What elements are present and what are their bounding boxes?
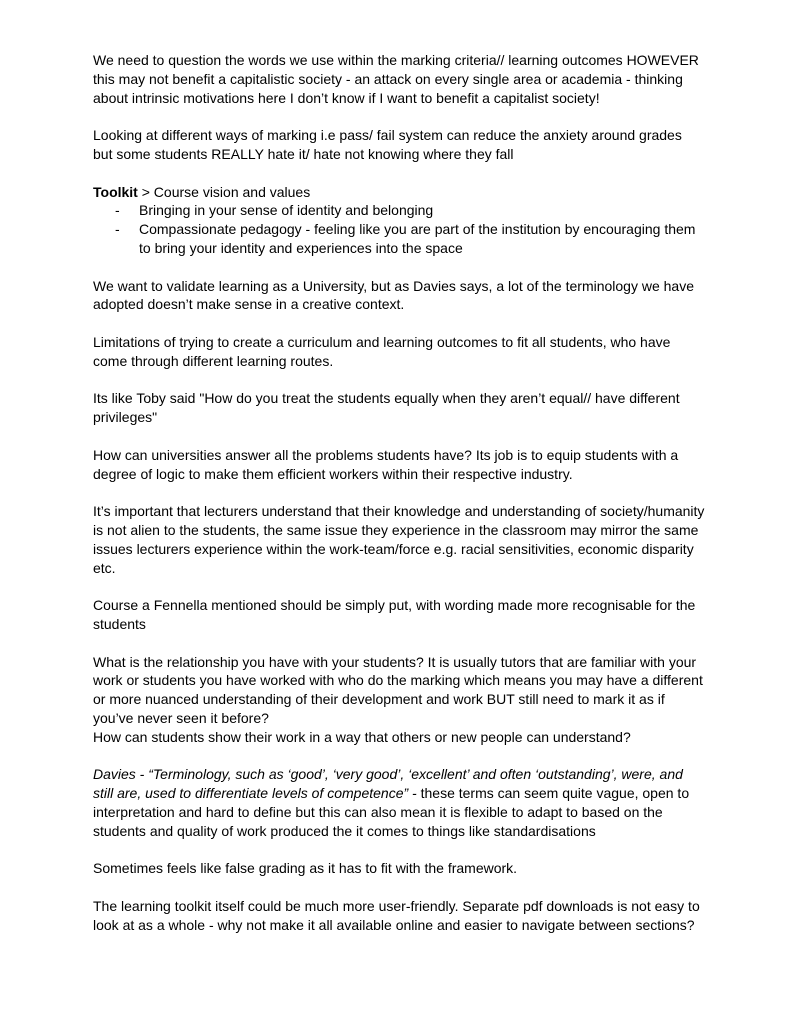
dash-bullet: - — [115, 221, 120, 238]
paragraph-relationship: What is the relationship you have with your students? It is usually tutors that are familiar with your work or students you have worked with who do the marking which means you may have a different or more nuanced understanding of their development and work BUT still need to mark it as if you’ve never seen it before? — [93, 653, 703, 726]
list-item — [93, 201, 705, 220]
paragraph-curriculum-limitations: Limitations of trying to create a curriculum and learning outcomes to fit all students, who have come through different learning routes. — [93, 333, 671, 369]
paragraph-toolkit-user-friendly: The learning toolkit itself could be much more user-friendly. Separate pdf downloads is not easy to look at as a whole - why not make it all available online and easier to navigate between sections? — [93, 897, 700, 933]
paragraph-show-work: How can students show their work in a way that others or new people can understand? — [93, 728, 631, 745]
paragraph-pass-fail: Looking at different ways of marking i.e pass/ fail system can reduce the anxiety around grades but some students REALLY hate it/ hate not knowing where they fall — [93, 127, 682, 162]
list-item-text: Compassionate pedagogy - feeling like you are part of the institution by encouraging them to bring your identity and experiences into the space — [139, 221, 696, 256]
davies-quote: Davies - “Terminology, such as ‘good’, ‘very good’, ‘excellent’ and often ‘outstanding’, were, and still are, used to differentiate levels of competence” - — [93, 766, 683, 802]
paragraph-universities-problems: How can universities answer all the problems students have? Its job is to equip students with a degree of logic to make them efficient workers within their respective industry. — [93, 446, 679, 482]
paragraph-false-grading: Sometimes feels like false grading as it has to fit with the framework. — [93, 860, 518, 877]
dash-bullet: - — [115, 202, 120, 219]
toolkit-heading — [93, 183, 705, 202]
toolkit-heading-rest: > Course vision and values — [137, 183, 311, 200]
list-item-text: Bringing in your sense of identity and belonging — [139, 202, 434, 219]
davies-commentary: these terms can seem quite vague, open to interpretation and hard to define but this can also mean it is flexible to adapt to based on the students and quality of work produced the it comes to things like standardisations — [93, 785, 690, 839]
paragraph-davies-terminology — [93, 765, 705, 840]
paragraph-toby-quote: Its like Toby said "How do you treat the students equally when they aren’t equal// have different privileges" — [93, 390, 680, 426]
paragraph-marking-criteria: We need to question the words we use within the marking criteria// learning outcomes HOWEVER this may not benefit a capitalistic society - an attack on every single area or academia - thinking about intrinsic motivations here I don’t know if I want to benefit a capitalist society! — [93, 52, 699, 106]
document-page — [93, 51, 705, 953]
paragraph-fennella-course: Course a Fennella mentioned should be simply put, with wording made more recognisable for the students — [93, 597, 696, 632]
toolkit-label: Toolkit — [93, 183, 138, 200]
paragraph-validate-learning: We want to validate learning as a University, but as Davies says, a lot of the terminology we have adopted doesn’t make sense in a creative context. — [93, 277, 695, 313]
list-item — [93, 220, 705, 258]
paragraph-lecturers-understanding: It’s important that lecturers understand that their knowledge and understanding of society/humanity is not alien to the students, the same issue they experience in the classroom may mirror the same issues lecturers experience within the work-team/force e.g. racial sensitivities, economic disparity etc. — [93, 503, 705, 576]
toolkit-list — [93, 201, 705, 257]
